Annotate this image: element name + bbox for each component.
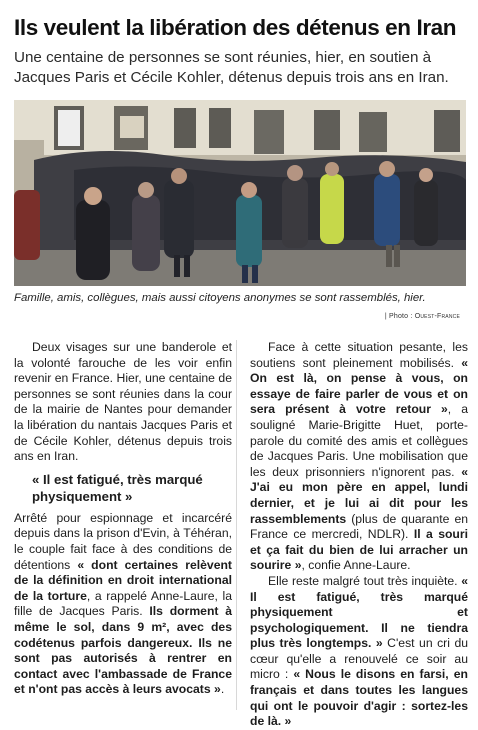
quote-bold: « Il est fatigué, très marqué physiquement et psychologiquement. Il ne tiendra plus très longtemps. » [250, 573, 468, 651]
photo-credit-source: Ouest-France [414, 313, 460, 320]
photo-credit [385, 313, 460, 320]
text-run: Face à cette situation pesante, les soutiens sont pleinement mobilisés. [250, 340, 468, 370]
paragraph-mobilisation [250, 340, 468, 574]
quote-bold: « J'ai eu mon père en appel, lundi dernier, et je lui ai dit pour les rassemblements [250, 464, 468, 526]
article-photo [14, 100, 466, 286]
article-column-left [14, 340, 232, 698]
text-run: , a souligné Marie-Brigitte Huet, porte-parole du comité des amis et collègues de Jacques Paris. Une mobilisation que les deux prisonniers n'ignorent pas. [250, 402, 468, 479]
article-headline: Ils veulent la libération des détenus en Iran [14, 15, 457, 40]
text-run: (plus de quarante en France ce mercredi, NDLR). [250, 511, 468, 542]
text-run: Elle reste malgré tout très inquiète. [268, 573, 462, 588]
quote-bold: « dont certaines relèvent de la définition en droit international de la torture [14, 557, 232, 603]
quote-bold: « On est là, on pense à vous, on essaye de faire parler de vous et on sera présent à votre retour » [250, 355, 468, 417]
text-run: , a rappelé Anne-Laure, la fille de Jacques Paris. [14, 588, 232, 619]
paragraph-detention [14, 511, 232, 698]
quote-bold: Il a souri et ça fait du bien de lui arracher un sourire » [250, 527, 468, 573]
text-run: , confie Anne-Laure. [301, 558, 411, 573]
paragraph-intro: Deux visages sur une banderole et la volonté farouche de les voir enfin revenir en France. Hier, une centaine de personnes se sont réunies dans la cour de la mairie de Nantes pour demander la libération du nantais Jacques Paris et de Cécile Kohler, détenus depuis trois ans en Iran. [14, 340, 232, 464]
photo-caption: Famille, amis, collègues, mais aussi citoyens anonymes se sont rassemblés, hier. [14, 292, 426, 304]
paragraph-worry [250, 574, 468, 730]
column-divider [236, 340, 237, 710]
photo-credit-prefix: | Photo : [384, 313, 415, 320]
article-column-right [250, 340, 468, 730]
article-subhead: « Il est fatigué, très marqué physiquement » [32, 471, 203, 504]
quote-bold: « Nous le disons en farsi, en français et dans toutes les langues qui ont le pouvoir d'agir : sortez-les de là. » [250, 667, 468, 729]
text-run: C'est un cri du cœur qu'elle a renouvelé ce soir au micro : [250, 636, 468, 682]
article-chapeau: Une centaine de personnes se sont réunies, hier, en soutien à Jacques Paris et Cécile Kohler, détenus depuis trois ans en Iran. [14, 49, 449, 86]
quote-bold: Ils dorment à même le sol, dans 9 m², avec des codétenus parfois dangereux. Ils ne sont pas autorisés à rentrer en contact avec l'ambassade de France et n'ont pas accès à leurs avocats » [14, 604, 232, 697]
text-run: . [220, 682, 225, 697]
rally-crowd-photo [14, 100, 466, 286]
text-run: Arrêté pour espionnage et incarcéré depuis dans la prison d'Evin, à Téhéran, le couple fait face à des conditions de détentions [14, 510, 232, 572]
